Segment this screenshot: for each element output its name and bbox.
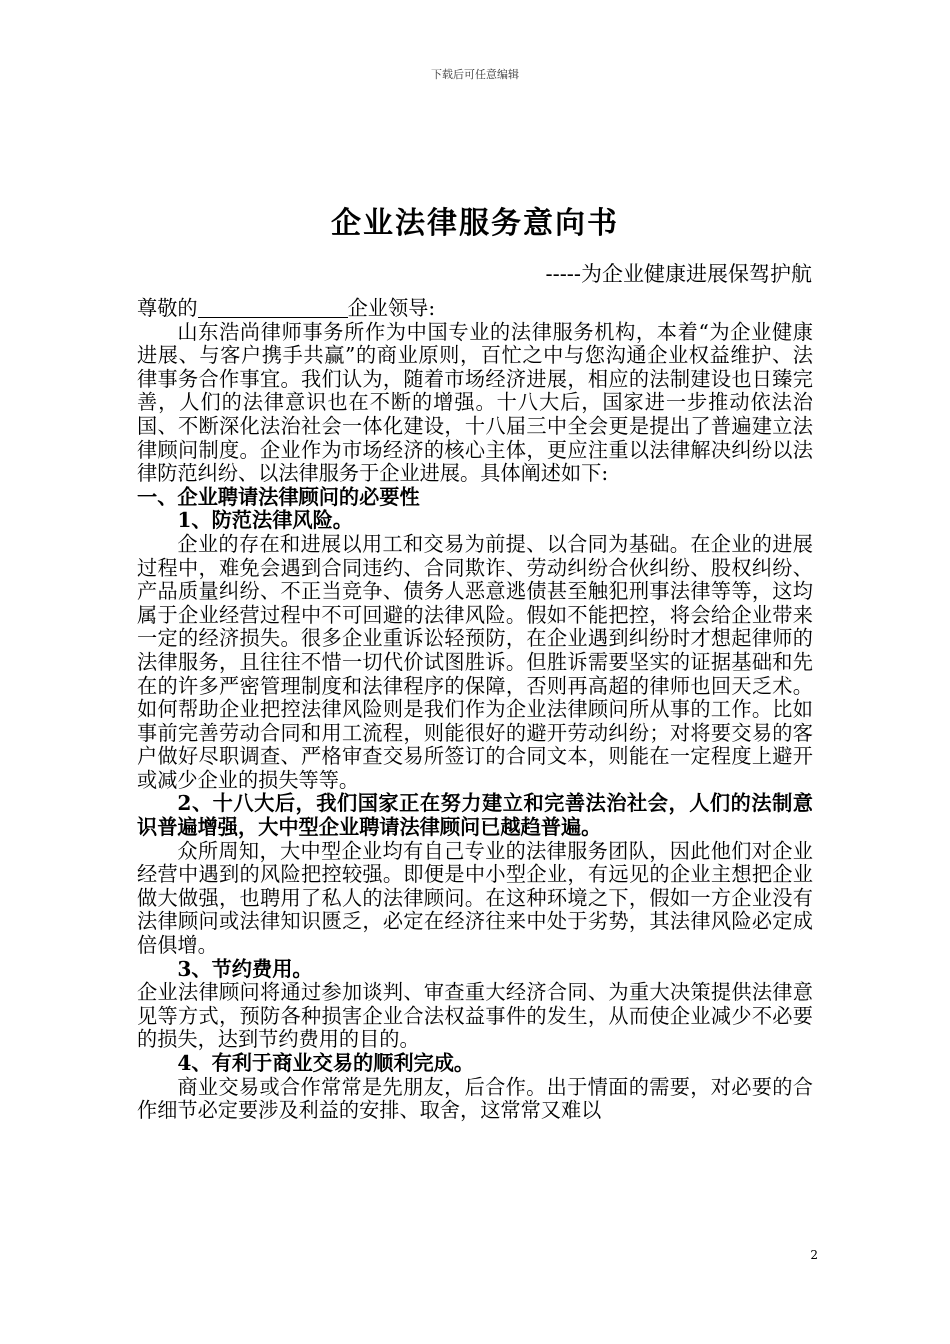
company-name-blank (198, 297, 348, 318)
salutation-suffix: 企业领导: (347, 296, 436, 320)
document-body (137, 297, 813, 1123)
point1-heading: 1、防范法律风险。 (177, 508, 353, 533)
document-title: 企业法律服务意向书 (331, 206, 619, 241)
intro-paragraph: 山东浩尚律师事务所作为中国专业的法律服务机构，本着“为企业健康进展、与客户携手共赢”的商业原则，百忙之中与您沟通企业权益维护、法律事务合作事宜。我们认为，随着市场经济进展，相应的法制建设也日臻完善，人们的法律意识也在不断的增强。十八大后，国家进一步推动依法治国、不断深化法治社会一体化建设，十八届三中全会更是提出了普遍建立法律顾问制度。企业作为市场经济的核心主体，更应注重以法律解决纠纷以法律防范纠纷、以法律服务于企业进展。具体阐述如下: (137, 319, 813, 486)
salutation-prefix: 尊敬的 (137, 296, 198, 320)
page-header-note: 下载后可任意编辑 (431, 68, 519, 81)
point4-body: 商业交易或合作常常是先朋友，后合作。出于情面的需要，对必要的合作细节必定要涉及利益的安排、取舍，这常常又难以 (137, 1074, 813, 1123)
point3-heading: 3、节约费用。 (177, 956, 313, 981)
salutation (137, 297, 813, 321)
document-subtitle: -----为企业健康进展保驾护航 (545, 262, 812, 286)
point2-heading: 2、十八大后，我们国家正在努力建立和完善法治社会，人们的法制意识普遍增强，大中型企业聘请法律顾问已越趋普遍。 (137, 791, 813, 840)
point1-body: 企业的存在和进展以用工和交易为前提、以合同为基础。在企业的进展过程中，难免会遇到合同违约、合同欺诈、劳动纠纷合伙纠纷、股权纠纷、产品质量纠纷、不正当竞争、债务人恶意逃债甚至触犯刑事法律等等，这均属于企业经营过程中不可回避的法律风险。假如不能把控，将会给企业带来一定的经济损失。很多企业重诉讼轻预防，在企业遇到纠纷时才想起律师的法律服务，且往往不惜一切代价试图胜诉。但胜诉需要坚实的证据基础和先在的许多严密管理制度和法律程序的保障，否则再高超的律师也回天乏术。如何帮助企业把控法律风险则是我们作为企业法律顾问所从事的工作。比如事前完善劳动合同和用工流程，则能很好的避开劳动纠纷；对将要交易的客户做好尽职调查、严格审查交易所签订的合同文本，则能在一定程度上避开或减少企业的损失等等。 (137, 531, 813, 792)
point3-body: 企业法律顾问将通过参加谈判、审查重大经济合同、为重大决策提供法律意见等方式，预防各种损害企业合法权益事件的发生，从而使企业减少不必要的损失，达到节约费用的目的。 (137, 980, 813, 1052)
section1-heading: 一、企业聘请法律顾问的必要性 (137, 484, 420, 509)
point4-heading: 4、有利于商业交易的顺利完成。 (177, 1051, 475, 1075)
point2-body: 众所周知，大中型企业均有自己专业的法律服务团队，因此他们对企业经营中遇到的风险把控较强。即便是中小型企业，有远见的企业主想把企业做大做强，也聘用了私人的法律顾问。在这种环境之下，假如一方企业没有法律顾问或法律知识匮乏，必定在经济往来中处于劣势，其法律风险必定成倍俱增。 (137, 838, 813, 958)
page-number: 2 (810, 1248, 818, 1262)
